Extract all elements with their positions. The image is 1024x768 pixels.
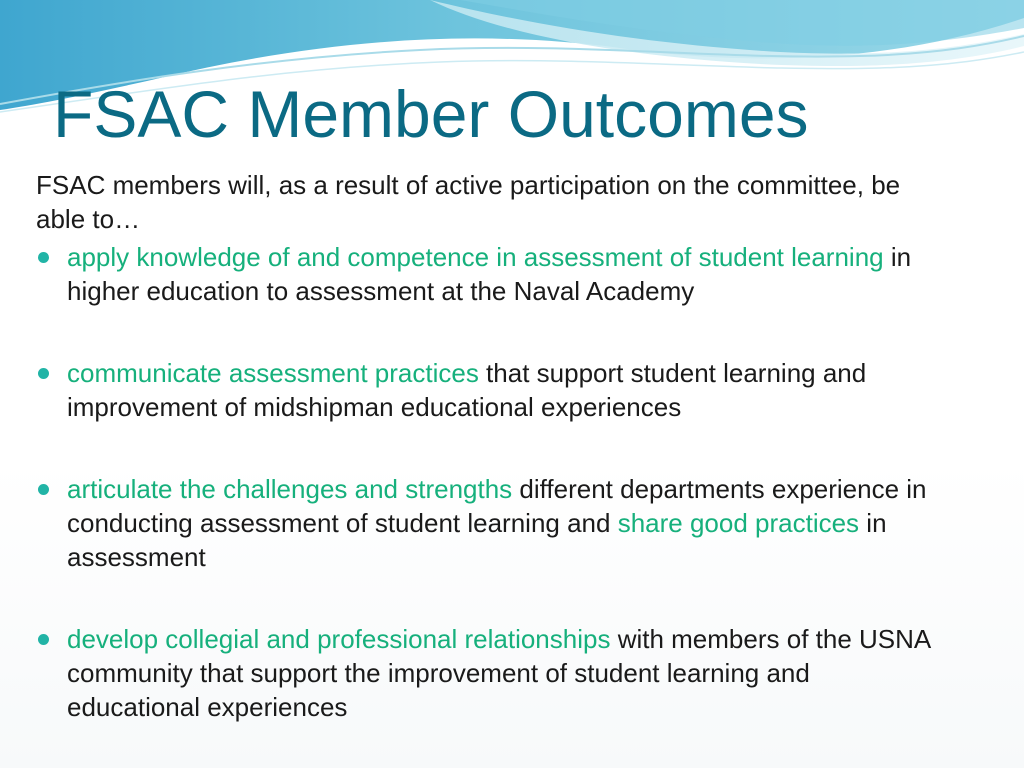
body-text: different departments experience in conducting assessment of student learning and	[67, 474, 927, 538]
slide-body	[36, 168, 936, 724]
bullet-icon	[38, 484, 49, 495]
list-item	[36, 472, 936, 574]
body-text: in higher education to assessment at the Naval Academy	[67, 242, 912, 306]
body-text: with members of the USNA community that support the improvement of student learning and educational experiences	[67, 624, 930, 722]
highlighted-text: develop collegial and professional relationships	[67, 624, 611, 654]
intro-text: FSAC members will, as a result of active participation on the committee, be able to…	[36, 170, 901, 234]
body-text: that support student learning and improvement of midshipman educational experiences	[67, 358, 867, 422]
outcomes-list	[36, 240, 936, 724]
list-item	[36, 356, 936, 424]
bullet-icon	[38, 634, 49, 645]
slide-title: FSAC Member Outcomes	[53, 77, 809, 151]
list-item	[36, 240, 936, 308]
body-text: in assessment	[67, 508, 887, 572]
list-item	[36, 622, 936, 724]
highlighted-text: apply knowledge of and competence in assessment of student learning	[67, 242, 884, 272]
bullet-icon	[38, 252, 49, 263]
bullet-icon	[38, 368, 49, 379]
highlighted-text: articulate the challenges and strengths	[67, 474, 513, 504]
highlighted-text: share good practices	[617, 508, 860, 538]
highlighted-text: communicate assessment practices	[67, 358, 479, 388]
